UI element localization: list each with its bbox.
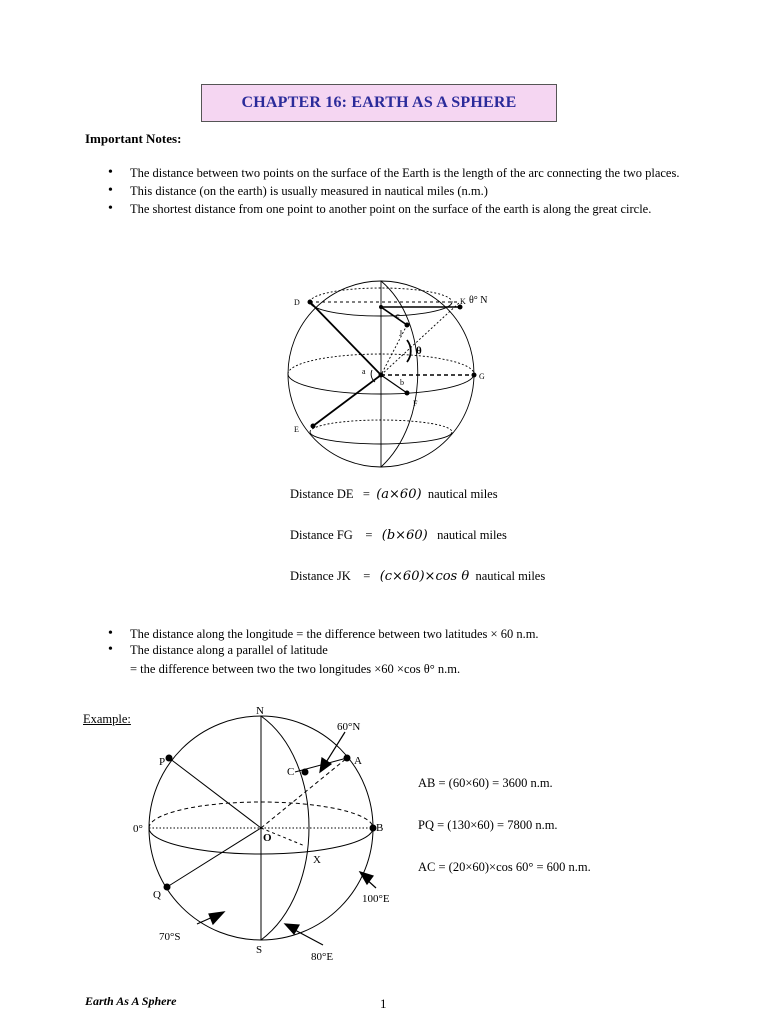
label-60N: 60°N	[337, 721, 361, 733]
footer-title: Earth As A Sphere	[85, 994, 177, 1008]
formula-de: Distance DE = (a×60) nautical miles	[290, 487, 498, 502]
chapter-title: CHAPTER 16: EARTH AS A SPHERE	[201, 84, 557, 122]
label-X: X	[313, 854, 321, 866]
note-item: • The shortest distance from one point to another point on the surface of the earth is along the great circle.	[108, 201, 688, 217]
label-B: B	[376, 822, 384, 834]
label-C: C	[287, 766, 295, 778]
label-K: K	[460, 297, 466, 306]
label-N: N	[256, 705, 264, 717]
label-80E: 80°E	[311, 951, 334, 963]
example-eq-ac: AC = (20×60)×cos 60° = 600 n.m.	[418, 860, 591, 874]
rule-item: • The distance along a parallel of latitude	[108, 642, 708, 658]
notes-heading: Important Notes:	[85, 131, 182, 146]
label-S: S	[256, 944, 263, 956]
note-item: • The distance between two points on the surface of the Earth is the length of the arc connecting the two places.	[108, 165, 688, 181]
label-G: G	[479, 372, 485, 381]
example-label: Example:	[83, 712, 131, 726]
label-100E: 100°E	[362, 893, 390, 905]
page-number: 1	[380, 996, 387, 1011]
label-P: P	[159, 756, 166, 768]
label-c: c	[396, 311, 400, 320]
sphere-diagram-2	[125, 702, 410, 967]
label-J: J	[399, 329, 403, 338]
example-eq-ab: AB = (60×60) = 3600 n.m.	[418, 776, 553, 790]
example-eq-pq: PQ = (130×60) = 7800 n.m.	[418, 818, 558, 832]
label-b: b	[400, 378, 404, 387]
label-O: O	[263, 832, 272, 844]
sphere-diagram-1	[280, 262, 510, 472]
label-D: D	[294, 298, 300, 307]
formula-jk: Distance JK = (c×60)×cos θ nautical miles	[290, 569, 546, 584]
label-E: E	[294, 425, 299, 434]
label-Q: Q	[153, 889, 161, 901]
formula-fg: Distance FG = (b×60) nautical miles	[290, 528, 507, 543]
label-a: a	[362, 367, 366, 376]
label-70S: 70°S	[159, 931, 181, 943]
rules-list	[108, 626, 708, 658]
label-F: F	[413, 399, 418, 408]
label-A: A	[354, 755, 362, 767]
label-zero: 0°	[133, 823, 143, 835]
rule-item: • The distance along the longitude = the difference between two latitudes × 60 n.m.	[108, 626, 708, 642]
label-theta-n: θ° N	[469, 295, 488, 306]
label-theta: θ	[416, 345, 422, 357]
note-item: • This distance (on the earth) is usually measured in nautical miles (n.m.)	[108, 183, 688, 199]
rule-continuation: = the difference between two the two longitudes ×60 ×cos θ° n.m.	[130, 662, 461, 676]
notes-list	[108, 165, 688, 217]
